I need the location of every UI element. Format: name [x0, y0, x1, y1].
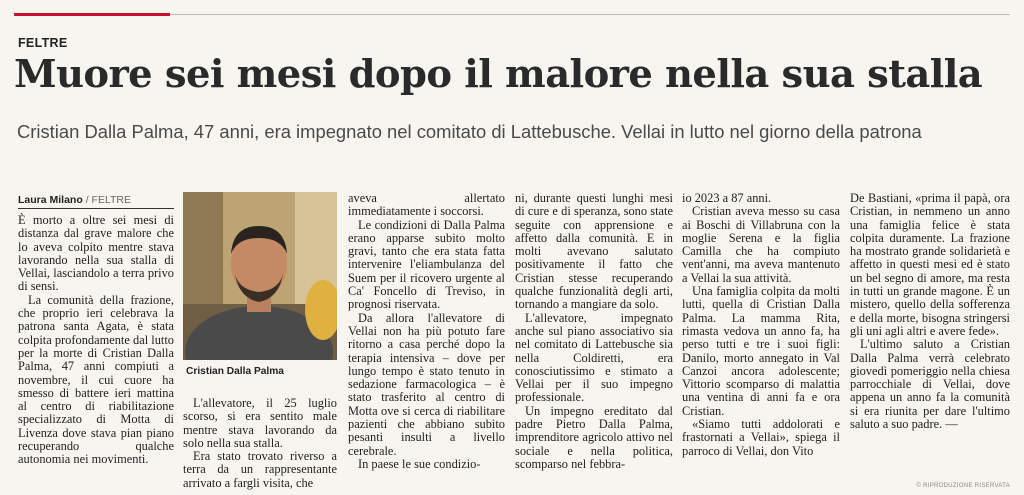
byline-location: FELTRE	[91, 194, 132, 206]
article-column-4	[515, 192, 673, 471]
portrait-photo	[183, 192, 337, 360]
paragraph: Cristian aveva messo su casa ai Boschi di Villabruna con la moglie Serena e la figlia Camilla che ha compiuto vent'anni, ma aveva mantenuto a Vellai la sua attività.	[682, 204, 840, 285]
photo-caption: Cristian Dalla Palma	[186, 366, 284, 377]
byline	[18, 192, 174, 209]
header-divider	[170, 14, 1010, 15]
paragraph: In paese le sue condizio-	[358, 456, 481, 471]
paragraph: io 2023 a 87 anni.	[682, 191, 772, 205]
paragraph: Era stato trovato riverso a terra da un rappresentante arrivato a fargli visita, che	[183, 449, 337, 490]
paragraph: Una famiglia colpita da molti lutti, quella di Cristian Dalla Palma. La mamma Rita, rimasta vedova un anno fa, ha perso tutti e tre i suoi figli: Danilo, morto annegato in Val Canzoi ancora adolescente; Vittorio scomparso di malattia una ventina di anni fa e ora Cristian.	[682, 284, 840, 418]
paragraph: Le condizioni di Dalla Palma erano apparse subito molto gravi, tanto che era stata fatta intervenire l'eliambulanza del Suem per il ricovero urgente al Ca' Foncello di Treviso, in prognosi riservata.	[348, 217, 505, 312]
subheadline: Cristian Dalla Palma, 47 anni, era impegnato nel comitato di Lattebusche. Vellai in lutto nel giorno della patrona	[17, 121, 922, 142]
article-column-5	[682, 192, 840, 458]
paragraph: aveva allertato immediatamente i soccorsi.	[348, 191, 505, 219]
article-column-6	[850, 192, 1010, 431]
article-column-3	[348, 192, 505, 471]
paragraph: «Siamo tutti addolorati e frastornati a Vellai», spiega il parroco di Vellai, don Vito	[682, 417, 840, 458]
copyright-notice: © RIPRODUZIONE RISERVATA	[916, 483, 1010, 489]
paragraph: È morto a oltre sei mesi di distanza dal grave malore che lo aveva colpito mentre stava lavorando nella sua stalla di Vellai, lasciandolo a terra privo di sensi.	[18, 213, 174, 294]
article-column-1	[18, 192, 174, 467]
section-label: FELTRE	[18, 36, 68, 50]
paragraph: De Bastiani, «prima il papà, ora Cristian, in nemmeno un anno una famiglia felice è stata colpita duramente. La frazione ha mostrato grande solidarietà e affetto in questi mesi ed è stato un bel segno di amore, ma resta in tutti un grande magone. È un mistero, quello della sofferenza e della morte, bisogna stringersi gli uni agli altri e avere fede».	[850, 191, 1010, 338]
paragraph: ni, durante questi lunghi mesi di cure e di speranza, sono state seguite con apprensione e affetto dalla comunità. E in molti avevano salutato positivamente il fatto che Cristian stesse recuperando qualche funzionalità degli arti, tornando a mangiare da solo.	[515, 191, 673, 312]
article-column-2	[183, 397, 337, 490]
author-name: Laura Milano	[18, 194, 83, 206]
paragraph: L'allevatore, il 25 luglio scorso, si era sentito male mentre stava lavorando da solo nella sua stalla.	[183, 396, 337, 450]
section-accent-bar	[14, 13, 170, 16]
byline-separator: /	[85, 194, 92, 206]
paragraph: L'allevatore, impegnato anche sul piano associativo sia nel comitato di Lattebusche sia nella Coldiretti, era conosciutissimo e stimato a Vellai per il suo impegno professionale.	[515, 310, 673, 405]
paragraph: La comunità della frazione, che proprio ieri celebrava la patrona santa Agata, è stata colpita profondamente dal lutto per la morte di Cristian Dalla Palma, 47 anni compiuti a novembre, il cui cuore ha smesso di battere ieri mattina al centro di riabilitazione specializzato di Motta di Livenza dove stava pian piano recuperando qualche autonomia nei movimenti.	[18, 292, 174, 467]
headline: Muore sei mesi dopo il malore nella sua stalla	[14, 52, 983, 97]
paragraph: L'ultimo saluto a Cristian Dalla Palma verrà celebrato giovedì pomeriggio nella chiesa parrocchiale di Vellai, dove appena un anno fa la comunità si era riunita per dare l'ultimo saluto a suo padre. —	[850, 337, 1010, 432]
portrait-illustration	[183, 192, 337, 360]
paragraph: Da allora l'allevatore di Vellai non ha più potuto fare ritorno a casa perché dopo la terapia intensiva – dove per lungo tempo è stato tenuto in sedazione farmacologica – è stato trasferito al centro di Motta ove si cerca di riabilitare pazienti che abbiano subito pesanti insulti a livello cerebrale.	[348, 310, 505, 458]
paragraph: Un impegno ereditato dal padre Pietro Dalla Palma, imprenditore agricolo attivo nel sociale e nella politica, scomparso nel febbra-	[515, 403, 673, 471]
